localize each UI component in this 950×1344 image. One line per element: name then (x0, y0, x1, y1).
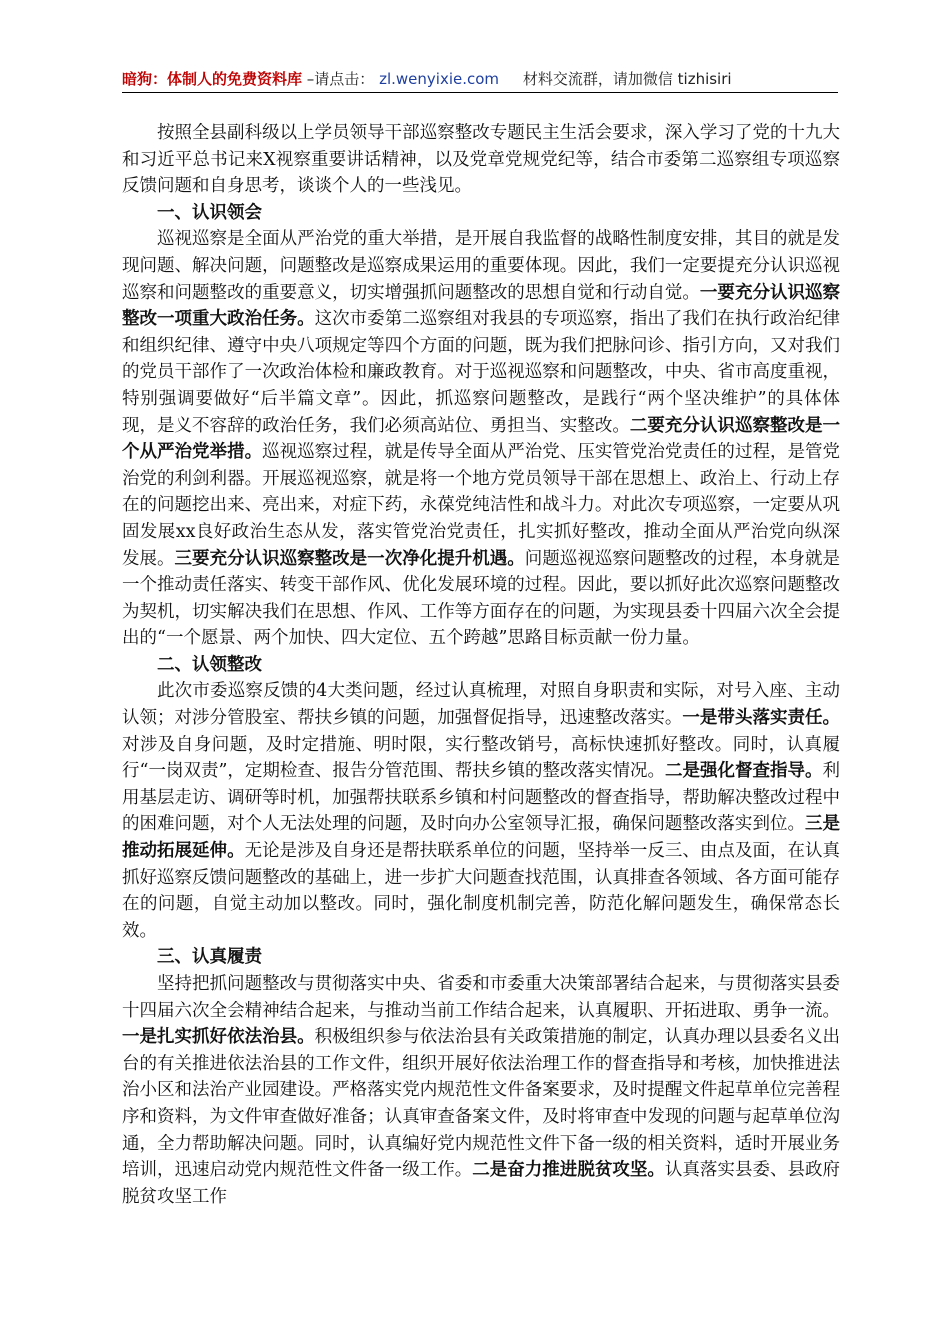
section-heading-1: 一、认识领会 (157, 202, 262, 223)
bold-point: 一要充分认识巡察整改一项重大政治任务。 (122, 282, 841, 330)
header-contact: 材料交流群，请加微信 tizhisiri (522, 70, 732, 88)
text-run: 这次市委第二巡察组对我县的专项巡察，指出了我们在执行政治纪律和组织纪律、遵守中央八项规定等四个方面的问题，既为我们把脉问诊、指引方向，又对我们的党员干部作了一次政治体检和廉政教育。对于巡视巡察和问题整改，中央、省市高度重视，特别强调要做好“后半篇文章”。因此，抓巡察问题整改，是践行“两个坚决维护”的具体体现，是义不容辞的政治任务，我们必须高站位、勇担当、实整改。 (122, 309, 841, 436)
text-run: 认真落实县委、县政府脱贫攻坚工作 (122, 1160, 841, 1207)
section-heading-3: 三、认真履责 (157, 947, 262, 968)
text-run: 巡视巡察是全面从严治党的重大举措，是开展自我监督的战略性制度安排，其目的就是发现问题、解决问题，问题整改是巡察成果运用的重要体现。因此，我们一定要提充分认识巡视巡察和问题整改的重要意义，切实增强抓问题整改的思想自觉和行动自觉。 (122, 229, 840, 303)
text-run: 无论是涉及自身还是帮扶联系单位的问题，坚持举一反三、由点及面，在认真抓好巡察反馈问题整改的基础上，进一步扩大问题查找范围，认真排查各领域、各方面可能存在的问题，自觉主动加以整改。同时，强化制度机制完善，防范化解问题发生，确保常态长效。 (122, 841, 841, 941)
header-prompt: –请点击： (306, 70, 375, 88)
bold-point: 三要充分认识巡察整改是一次净化提升机遇。 (174, 548, 525, 569)
text-run: 利用基层走访、调研等时机，加强帮扶联系乡镇和村问题整改的督查指导，帮助解决整改过程中的困难问题，对个人无法处理的问题，及时向办公室领导汇报，确保问题整改落实到位。 (122, 761, 840, 835)
bold-point: 二是强化督查指导。 (664, 761, 823, 782)
text-run: 此次市委巡察反馈的4大类问题，经过认真梳理，对照自身职责和实际，对号入座、主动认领；对涉分管股室、帮扶乡镇的问题，加强督促指导，迅速整改落实。 (122, 681, 840, 729)
section-3-paragraph (122, 971, 840, 1210)
bold-point: 二要充分认识巡察整改是一个从严治党举措。 (122, 415, 841, 463)
section-2-paragraph (122, 678, 840, 944)
text-run: 巡视巡察过程，就是传导全面从严治党、压实管党治党责任的过程，是管党治党的利剑利器。开展巡视巡察，就是将一个地方党员领导干部在思想上、政治上、行动上存在的问题挖出来、亮出来，对症下药，永葆党纯洁性和战斗力。对此次专项巡察，一定要从巩固发展xx良好政治生态从发，落实管党治党责任，扎实抓好整改，推动全面从严治党向纵深发展。 (122, 442, 841, 569)
bold-point: 一是扎实抓好依法治县。 (122, 1027, 315, 1048)
document-header (122, 66, 838, 93)
bold-point: 三是推动拓展延伸。 (122, 814, 840, 862)
section-heading-2: 二、认领整改 (157, 654, 262, 675)
bold-point: 一是带头落实责任。 (682, 708, 841, 729)
header-url-link[interactable]: zl.wenyixie.com (379, 70, 500, 88)
text-run: 积极组织参与依法治县有关政策措施的制定，认真办理以县委名义出台的有关推进依法治县的工作文件，组织开展好依法治理工作的督查指导和考核，加快推进法治小区和法治产业园建设。严格落实党内规范性文件备案要求，及时提醒文件起草单位完善程序和资料，为文件审查做好准备；认真审查备案文件，及时将审查中发现的问题与起草单位沟通，全力帮助解决问题。同时，认真编好党内规范性文件下备一级的相关资料，适时开展业务培训，迅速启动党内规范性文件备一级工作。 (122, 1027, 841, 1181)
text-run: 问题巡视巡察问题整改的过程，本身就是一个推动责任落实、转变干部作风、优化发展环境的过程。因此，要以抓好此次巡察问题整改为契机，切实解决我们在思想、作风、工作等方面存在的问题，为实现县委十四届六次全会提出的“一个愿景、两个加快、四大定位、五个跨越”思路目标贡献一份力量。 (122, 548, 841, 649)
text-run: 坚持把抓问题整改与贯彻落实中央、省委和市委重大决策部署结合起来，与贯彻落实县委十四届六次全会精神结合起来，与推动当前工作结合起来，认真履职、开拓进取、勇争一流。 (122, 974, 840, 1021)
header-brand: 暗狗：体制人的免费资料库 (122, 70, 303, 88)
document-body (122, 120, 840, 1210)
bold-point: 二是奋力推进脱贫攻坚。 (472, 1160, 665, 1181)
text-run: 对涉及自身问题，及时定措施、明时限，实行整改销号，高标快速抓好整改。同时，认真履行“一岗双责”，定期检查、报告分管范围、帮扶乡镇的整改落实情况。 (122, 734, 840, 782)
section-1-paragraph (122, 226, 840, 652)
intro-paragraph: 按照全县副科级以上学员领导干部巡察整改专题民主生活会要求，深入学习了党的十九大和习近平总书记来X视察重要讲话精神，以及党章党规党纪等，结合市委第二巡察组专项巡察反馈问题和自身思考，谈谈个人的一些浅见。 (122, 123, 840, 197)
